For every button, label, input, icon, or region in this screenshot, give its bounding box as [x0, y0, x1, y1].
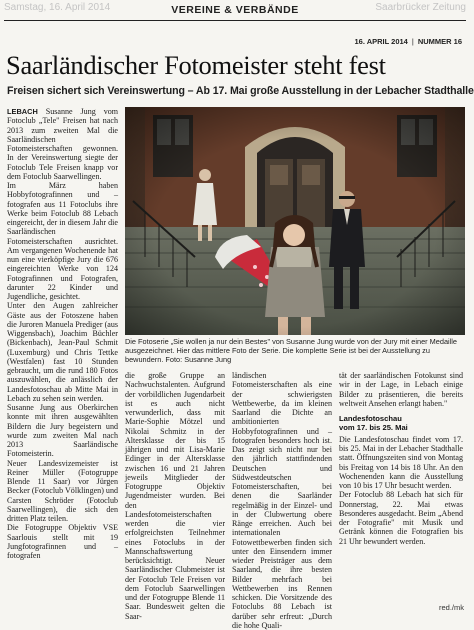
author-credit: red./mk	[438, 603, 464, 612]
paragraph: Im März haben Hobbyfotografinnen und –fotografen aus 11 Fotoclubs ihre Werke beim Fotoclub 88 Lebach eingereicht, der in diesem Jahr die Saarländischen Fotomeisterschaften ausrichtet. Am vergangenen Wochenende hat nun eine vierköpfige Jury die 676 eingereichten Werke von 124 Fotografinnen und Fotografen, darunter 22 Kinder und Jugendliche, gesichtet.	[7, 181, 118, 301]
paragraph: Susanne Jung aus Oberkirchen konnte mit ihren ausgewählten Bildern die Jury begeistern und wurde zum zweiten Mal nach 2013 Saarländische Fotomeisterin.	[7, 403, 118, 459]
paragraph: LEBACH Susanne Jung vom Fotoclub „Tele" Freisen hat nach 2013 zum zweiten Mal die Saarländischen Fotomeisterschaften gewonnen. In der Vereinswertung siegte der Fotoclub Tele Freisen knapp vor dem Fotoclub Saarwellingen.	[7, 107, 119, 181]
photo-illustration	[125, 107, 465, 335]
paragraph: tät der saarländischen Fotokunst sind wir in der Lage, in Lebach einige Bilder zu präsentieren, die bereits weltweit Ansehen erlangt haben."	[339, 371, 463, 408]
bleed-through-text-right: Saarbrücker Zeitung	[375, 2, 466, 13]
article-subhead: Freisen sichert sich Vereinswertung – Ab 17. Mai große Ausstellung in der Lebacher Stadthalle	[7, 85, 474, 97]
article-column-1	[7, 107, 118, 613]
dateline: LEBACH	[7, 107, 38, 116]
article-photo	[125, 107, 465, 335]
paragraph: ländischen Fotomeisterschaften als eine der schwierigsten Wettbewerbe, da im kleinen Saarland die Dichte an ambitionierten Hobbyfotografinnen und –fotografen besonders hoch ist. Das zeigt sich nicht nur bei den jährlich stattfindenden Deutschen und Südwestdeutschen Fotomeisterschaften, bei denen die Saarländer regelmäßig in der Einzel- und in der Clubwertung obere Ränge erreichen. Auch bei internationalen Fotowettbewerben finden sich unter den Einsendern immer wieder Preisträger aus dem Saarland, die ihre besten Bilder mehrfach bei Wettbewerben ins Rennen schicken. Die Vorsitzende des Fotoclubs 88 Lebach ist darüber sehr erfreut: „Durch die hohe Quali-	[232, 371, 332, 630]
header-rule	[4, 20, 466, 21]
paragraph: Neuer Landesvizemeister ist Reiner Müller (Fotogruppe Blende 11 Saar) vor Jürgen Becker (Fotoclub Völklingen) und Carsten Schröder (Fotoclub Saarwellingen), die sich den dritten Platz teilen.	[7, 458, 118, 523]
paragraph: Die Landesfotoschau findet vom 17. bis 25. Mai in der Lebacher Stadthalle statt. Öffnungszeiten sind von Montag bis Freitag von 14 bis 18 Uhr. An den Wochenenden kann die Ausstellung von 10 bis 17 Uhr besucht werden.	[339, 434, 463, 491]
bleed-through-text-left: Samstag, 16. April 2014	[4, 2, 111, 13]
subsection-subtitle: vom 17. bis 25. Mai	[339, 423, 408, 433]
article-column-4	[339, 371, 463, 613]
paragraph: Der Fotoclub 88 Lebach hat sich für Donnerstag, 22. Mai etwas Besonderes ausgedacht. Beim „Abend der Fotografie" mit Musik und Getränk können die Fotografien bis 21 Uhr bewundert werden.	[339, 490, 463, 546]
issue-line: 16. APRIL 2014 | NUMMER 16	[354, 37, 462, 46]
subsection-heading	[339, 414, 463, 433]
photo-caption: Die Fotoserie „Sie wollen ja nur dein Bestes" von Susanne Jung wurde von der Jury mit einer Medaille ausgezeichnet. Hier das mittlere Foto der Serie. Die komplette Serie ist bei der Ausstellung zu bewundern. Foto: Susanne Jung	[125, 337, 458, 364]
page-header	[0, 0, 470, 22]
paragraph: Die Fotogruppe Objektiv VSE Saarlouis stellt mit 19 Jungfotografinnen und –fotografen	[7, 523, 118, 560]
paragraph: die große Gruppe an Nachwuchstalenten. Aufgrund der vorbildlichen Jugendarbeit ist es auch nicht verwunderlich, dass mit Marie-Sophie Mötzel und Nikolai Schmitz in der Altersklasse der bis 15 jährigen und mit Lisa-Marie Edinger in der Altersklasse zwischen 16 und 21 Jahren jeweils Mitglieder der Fotogruppe Objektiv Jugendmeister wurden. Bei den Landesfotomeisterschaften werden die vier erfolgreichsten Teilnehmer eines Fotoclubs in der Mannschaftswertung berücksichtigt. Neuer Saarländischer Clubmeister ist der Fotoclub Tele Freisen vor dem Fotoclub Saarwellingen und der Fotogruppe Blende 11 Saar. Bundesweit gelten die Saar-	[125, 371, 225, 621]
issue-date: 16. APRIL 2014	[354, 37, 408, 46]
article-column-2	[125, 371, 225, 621]
article-column-3	[232, 371, 332, 630]
paragraph: Unter den Augen zahlreicher Gäste aus der Fotoszene haben die Juroren Manuela Prediger (aus Wiggensbach), Joachim Büchler (Bickenbach), Jean-Paul Schmit (Luxemburg) und Chris Tettke (Westfalen) fast 10 Stunden gebraucht, um die rund 180 Fotos auszuwählen, die anlässlich der Landesfotoschau ab Mitte Mai in Lebach zu sehen sein werden.	[7, 301, 118, 403]
issue-number: NUMMER 16	[417, 37, 462, 46]
article-headline: Saarländischer Fotomeister steht fest	[6, 50, 386, 80]
subsection-title: Landesfotoschau	[339, 414, 402, 423]
section-title: VEREINE & VERBÄNDE	[171, 4, 299, 16]
